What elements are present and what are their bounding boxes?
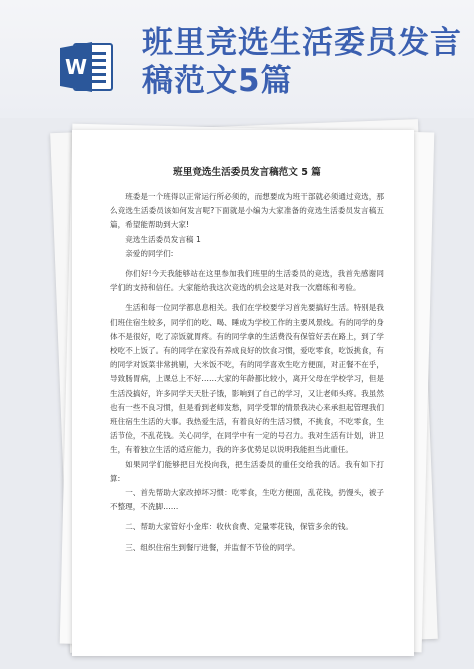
paragraph-body: 生活和每一位同学都息息相关。我们在学校要学习首先要搞好生活。特别是我们班住宿生较多，同学们的吃、喝、睡成为学校工作的主要风景线。有的同学的身体不是很好，吃了凉饭就胃疼。有的同学拿的生活费没有保管好丢在路上，到了学校吃不上饭了。有的同学在家没有养成良好的饮食习惯，爱吃零食，吃饭挑食，有的同学对饭菜非常挑剔，大米饭不吃，有的同学喜欢生吃方便面，对正餐不在乎，导致肠胃病，上课总上不好……大家的年龄都比较小，离开父母在学校学习，但是生活没搞好，许多同学天天肚子饿，影响到了自己的学习，又让老师头疼。我虽然也有一些不良习惯，但是看到老师发愁，同学受罪的情景我决心来承担起管理我们班住宿生生活的大事。我热爱生活，有着良好的生活习惯，不挑食，不吃零食，生活节俭，不乱花钱。关心同学，在同学中有一定的号召力。我对生活有计划，讲卫生，有着独立生活的适应能力，我的许多优势足以说明我能担当此重任。 [110, 303, 384, 455]
svg-text:W: W [64, 55, 88, 79]
paragraph-plan-2: 二、帮助大家管好小金库：收伙食费、定量零花钱，保管多余的钱。 [125, 522, 353, 532]
paragraph-subheading: 竞选生活委员发言稿 1 [125, 234, 201, 244]
paragraph-plan-1: 一、首先帮助大家改掉坏习惯：吃零食，生吃方便面，乱花钱，扔馒头，被子不整理，不洗脚…… [110, 488, 384, 512]
paragraph-intro: 班委是一个班得以正常运行所必须的，而想要成为班干部就必须通过竞选，那么竞选生活委员该如何发言呢?下面就是小编为大家准备的竞选生活委员发言稿五篇，希望能帮助到大家! [110, 192, 384, 230]
document-title: 班里竞选生活委员发言稿范文 5 篇 [173, 167, 321, 178]
paragraph-plan-intro: 如果同学们能够把目光投向我，把生活委员的重任交给我的话。我有如下打算: [110, 459, 384, 483]
paragraph-greeting: 亲爱的同学们: [125, 248, 174, 258]
document-page [72, 130, 414, 656]
paragraph-plan-3: 三、组织住宿生到餐厅进餐，并监督不节俭的同学。 [125, 542, 300, 552]
word-logo-icon [58, 38, 116, 96]
page-title: 班里竞选生活委员发言稿范文5篇 [142, 25, 462, 99]
paragraph-opening: 你们好!今天我能够站在这里参加我们班里的生活委员的竞选，我首先感谢同学们的支持和信任。大家能给我这次竞选的机会这是对我一次磨练和考验。 [110, 269, 384, 293]
header-banner [0, 0, 474, 118]
